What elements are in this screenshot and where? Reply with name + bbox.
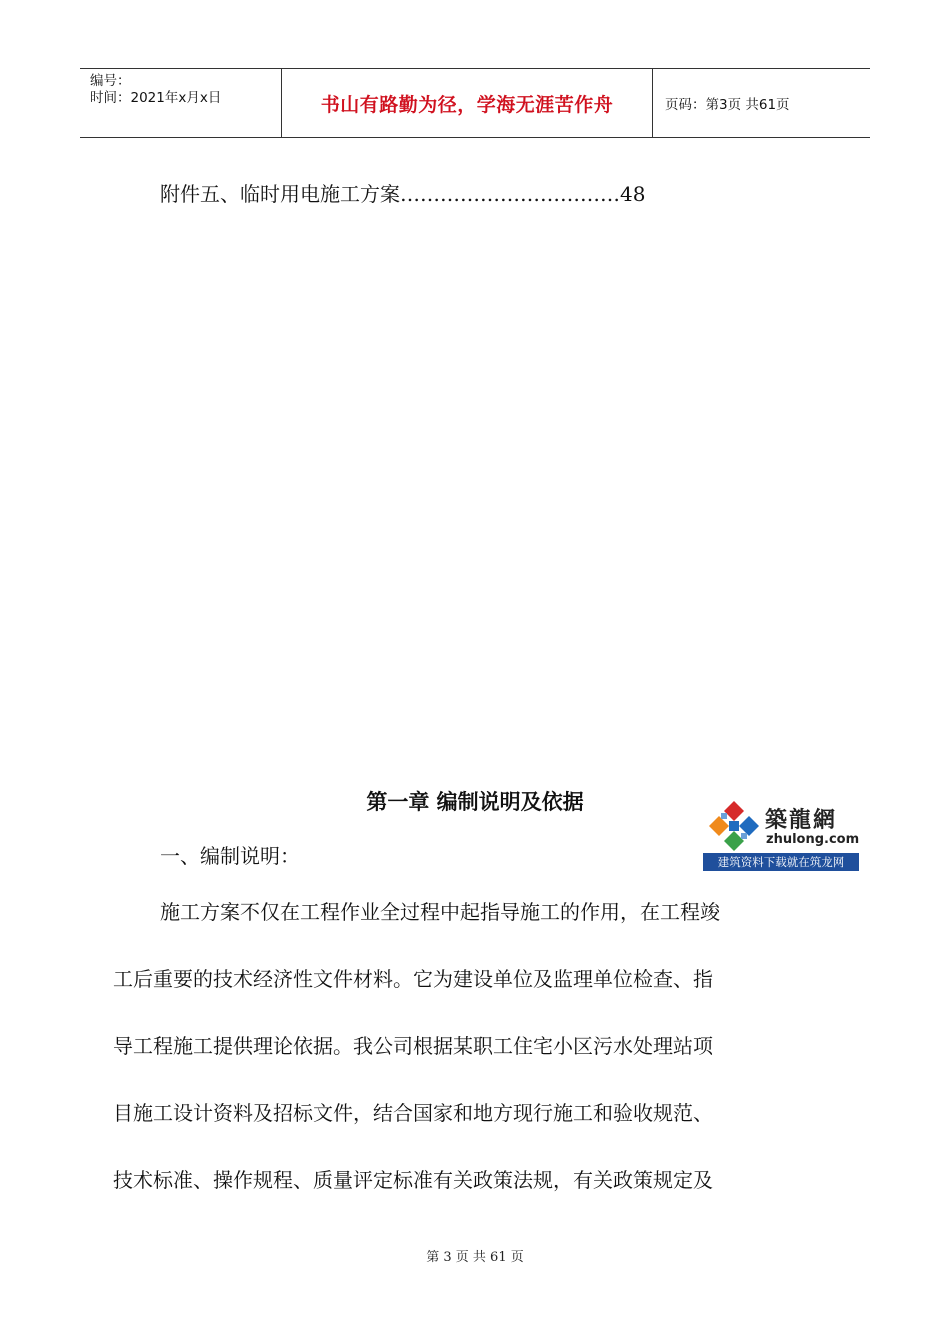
- paragraph-line: 施工方案不仅在工程作业全过程中起指导施工的作用，在工程竣: [160, 900, 720, 924]
- logo-tagline: 建筑资料下载就在筑龙网: [703, 853, 859, 871]
- header-motto-cell: [281, 69, 653, 137]
- paragraph-line: 技术标准、操作规程、质量评定标准有关政策法规，有关政策规定及: [113, 1168, 713, 1192]
- chapter-title: 第一章 编制说明及依据: [366, 790, 584, 814]
- document-number-label: 编号：: [90, 73, 131, 89]
- header-page-info: [653, 69, 870, 137]
- page-footer: 第 3 页 共 61 页: [426, 1250, 524, 1265]
- logo-mark-icon: [707, 799, 761, 853]
- page-info-text: 页码：第3页 共61页: [665, 97, 790, 113]
- section-title: 一、编制说明：: [160, 844, 300, 868]
- paragraph-line: 工后重要的技术经济性文件材料。它为建设单位及监理单位检查、指: [113, 967, 713, 991]
- paragraph-line: 导工程施工提供理论依据。我公司根据某职工住宅小区污水处理站项: [113, 1034, 713, 1058]
- page-header: [80, 68, 870, 138]
- toc-entry[interactable]: [160, 178, 645, 207]
- document-time-label: 时间：2021年x月x日: [90, 90, 222, 106]
- toc-entry-page: 48: [620, 182, 646, 206]
- zhulong-logo: [703, 797, 859, 871]
- logo-url: zhulong.com: [766, 832, 860, 847]
- header-meta: [80, 69, 281, 137]
- toc-entry-title: 附件五、临时用电施工方案: [160, 182, 400, 206]
- header-motto: 书山有路勤为径，学海无涯苦作舟: [320, 93, 614, 116]
- body-paragraph: [113, 894, 843, 1229]
- paragraph-line: 目施工设计资料及招标文件，结合国家和地方现行施工和验收规范、: [113, 1101, 713, 1125]
- toc-leader-dots: ……………………………: [400, 182, 620, 206]
- logo-name: 築龍網: [765, 808, 838, 833]
- logo-top-area: [703, 797, 859, 853]
